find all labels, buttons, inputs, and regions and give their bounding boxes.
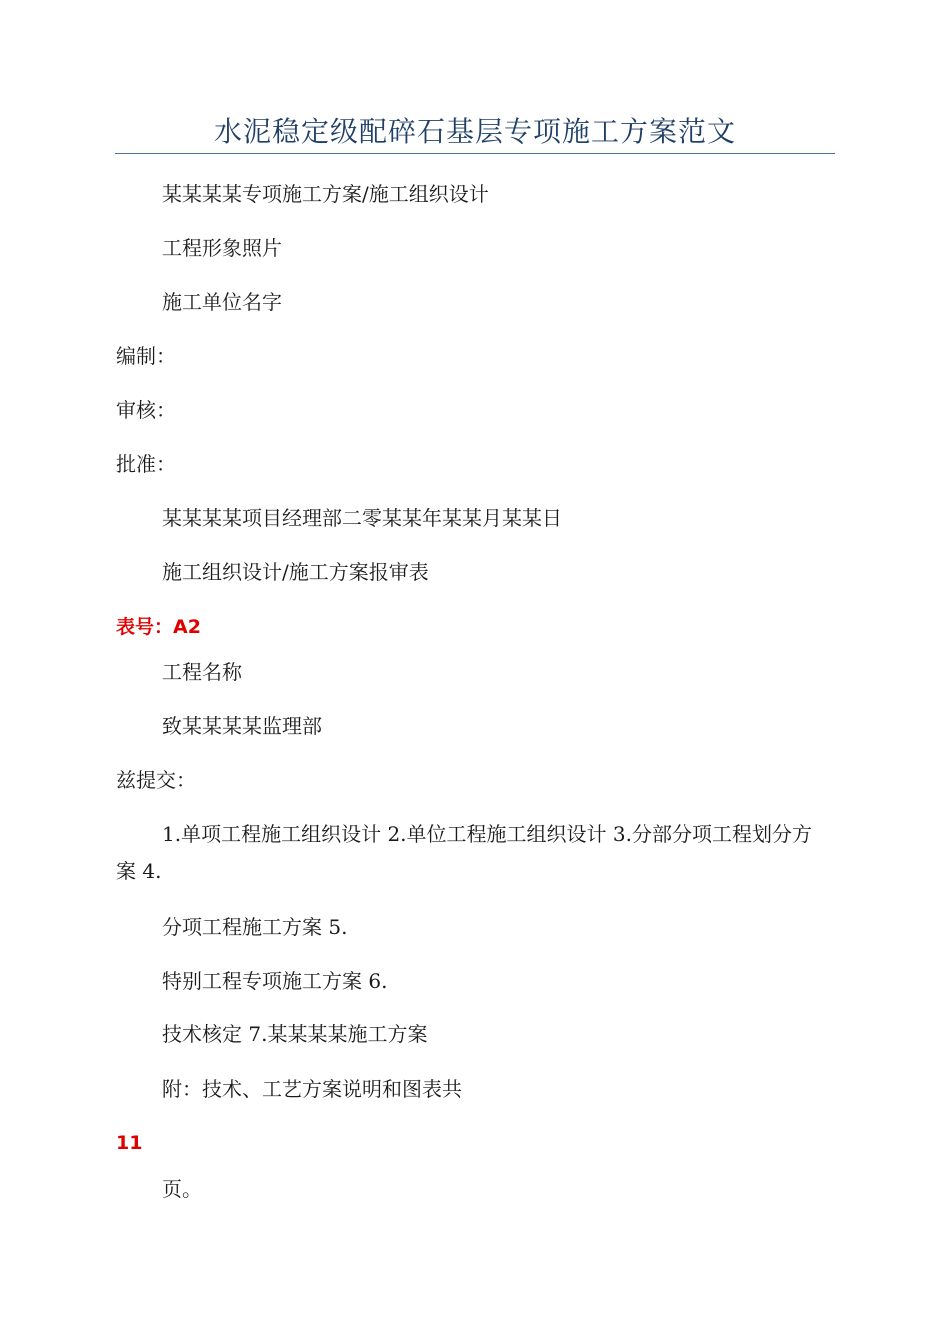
submission-list-paragraph: 1.单项工程施工组织设计 2.单位工程施工组织设计 3.分部分项工程划分方案 4. [116,822,812,883]
subtitle-line: 某某某某专项施工方案/施工组织设计 [162,182,489,206]
page-suffix: 页。 [162,1177,202,1201]
page-count: 11 [116,1132,143,1154]
submission-item-line: 分项工程施工方案 5. [162,915,348,939]
form-number: 表号：A2 [116,616,201,638]
form-title-line: 施工组织设计/施工方案报审表 [162,560,429,584]
date-line: 某某某某项目经理部二零某某年某某月某某日 [162,506,562,530]
submit-label: 兹提交： [116,768,196,792]
photo-line: 工程形象照片 [162,236,282,260]
title-underline [115,153,835,154]
project-name-label: 工程名称 [162,660,242,684]
approved-label: 批准： [116,452,176,476]
addressee-line: 致某某某某监理部 [162,714,322,738]
submission-item-line: 特别工程专项施工方案 6. [162,969,388,993]
document-title: 水泥稳定级配碎石基层专项施工方案范文 [213,115,736,148]
reviewed-label: 审核： [116,398,176,422]
compiled-label: 编制： [116,344,176,368]
submission-item-line: 技术核定 7.某某某某施工方案 [162,1022,428,1046]
company-line: 施工单位名字 [162,290,282,314]
attachment-line: 附：技术、工艺方案说明和图表共 [162,1077,462,1101]
